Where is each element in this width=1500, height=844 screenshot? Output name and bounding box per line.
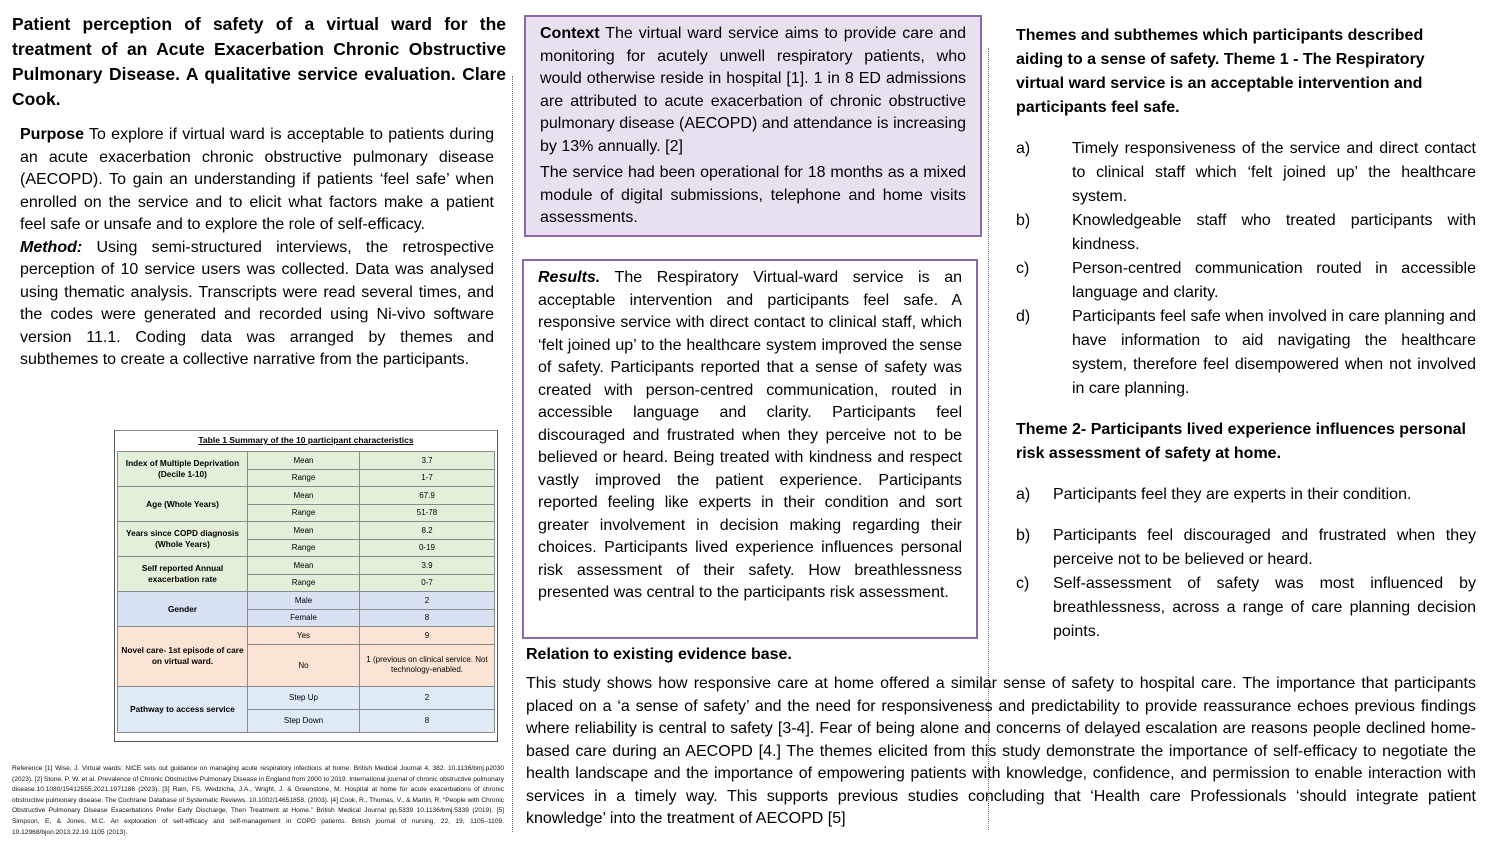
list-item	[1016, 572, 1476, 644]
themes-heading: Themes and subthemes which participants described aiding to a sense of safety. Theme 1 - The Respiratory virtual ward service is an acceptable intervention and participants feel safe.	[1016, 27, 1425, 116]
table-stat-label: No	[248, 644, 360, 686]
method-label: Method:	[20, 238, 83, 256]
table-row	[118, 592, 495, 610]
table-stat-label: Mean	[248, 522, 360, 540]
list-text: Participants feel they are experts in their condition.	[1053, 486, 1412, 503]
table-row	[118, 557, 495, 575]
results-box	[522, 259, 978, 639]
table-stat-label: Range	[248, 504, 360, 522]
participant-table	[114, 430, 498, 742]
table-row	[118, 522, 495, 540]
table-stat-label: Range	[248, 539, 360, 557]
table-stat-label: Female	[248, 609, 360, 627]
list-item	[1016, 257, 1476, 305]
table-stat-label: Mean	[248, 452, 360, 470]
table-stat-label: Yes	[248, 627, 360, 645]
table-row	[118, 487, 495, 505]
table-row	[118, 686, 495, 709]
table-group-label: Novel care- 1st episode of care on virtual ward.	[118, 627, 248, 687]
theme2-list	[1016, 483, 1476, 644]
list-letter: a)	[1016, 140, 1031, 157]
table-group-label: Gender	[118, 592, 248, 627]
table-group-label: Years since COPD diagnosis (Whole Years)	[118, 522, 248, 557]
column-divider	[512, 76, 513, 832]
table-stat-label: Mean	[248, 557, 360, 575]
relation-text: This study shows how responsive care at home offered a similar sense of safety to hospital care. The importance that participants placed on a ‘a sense of safety’ and the need for responsiveness and predictability to provide reassurance echoes previous findings where reliability is central to safety [3-4]. Fear of being alone and concerns of delayed escalation are reasons people declined home-based care during an AECOPD [4.] The themes elicited from this study demonstrate the importance of self-efficacy to negotiate the health landscape and the importance of empowering patients with knowledge, confidence, and permission to enable interaction with services in a timely way. This supports previous studies concluding that ‘Health care Professionals ‘should integrate patient knowledge’ into the treatment of AECOPD [5]	[526, 675, 1476, 827]
table-group-label: Pathway to access service	[118, 686, 248, 732]
list-text: Participants feel safe when involved in care planning and have information to aid navigating the healthcare system, therefore feel disempowered when not involved in care planning.	[1072, 308, 1476, 397]
list-text: Self-assessment of safety was most influenced by breathlessness, across a range of care planning decision points.	[1053, 575, 1476, 640]
poster-title: Patient perception of safety of a virtual ward for the treatment of an Acute Exacerbation Chronic Obstructive Pulmonary Disease. A qualitative service evaluation. Clare Cook.	[12, 14, 506, 109]
list-item	[1016, 483, 1476, 507]
characteristics-table	[117, 451, 495, 733]
context-text-2: The service had been operational for 18 months as a mixed module of digital submissions, telephone and home visits assessments.	[540, 164, 966, 226]
list-letter: b)	[1016, 527, 1031, 544]
list-text: Timely responsiveness of the service and direct contact to clinical staff which ‘felt joined up’ the healthcare system.	[1072, 140, 1476, 205]
context-box	[524, 15, 982, 237]
table-value: 2	[360, 592, 495, 610]
table-group-label: Index of Multiple Deprivation (Decile 1-10)	[118, 452, 248, 487]
results-text: The Respiratory Virtual-ward service is an acceptable intervention and participants feel safe. A responsive service with direct contact to clinical staff, which ‘felt joined up’ to the healthcare system improved the sense of safety. Participants reported that a sense of safety was created with person-centred communication, routed in accessible language and clarity. Participants feel discouraged and frustrated when they perceive not to be believed or heard. Being treated with kindness and respect vastly improved the patient experience. Participants reported feeling like experts in their condition and sort greater involvement in decision making regarding their choices. Participants lived experience influences personal risk assessment of their safety. How breathlessness presented was central to the participants risk assessment.	[538, 269, 962, 601]
theme1-list	[1016, 137, 1476, 401]
table-value: 0-7	[360, 574, 495, 592]
list-text: Knowledgeable staff who treated participants with kindness.	[1072, 212, 1476, 253]
results-label: Results.	[538, 269, 601, 286]
relation-heading: Relation to existing evidence base.	[526, 646, 792, 663]
table-stat-label: Step Up	[248, 686, 360, 709]
context-text: The virtual ward service aims to provide care and monitoring for acutely unwell respiratory patients, who would otherwise reside in hospital [1]. 1 in 8 ED admissions are attributed to acute exacerbation of chronic obstructive pulmonary disease (AECOPD) and attendance is increasing by 13% annually. [2]	[540, 25, 966, 155]
list-item	[1016, 524, 1476, 572]
table-value: 1 (previous on clinical service. Not technology-enabled.	[360, 644, 495, 686]
list-item	[1016, 305, 1476, 401]
list-text: Person-centred communication routed in accessible language and clarity.	[1072, 260, 1476, 301]
table-value: 67.9	[360, 487, 495, 505]
table-value: 8	[360, 609, 495, 627]
table-value: 2	[360, 686, 495, 709]
table-stat-label: Range	[248, 469, 360, 487]
list-letter: b)	[1016, 212, 1031, 229]
table-row	[118, 452, 495, 470]
table-value: 8.2	[360, 522, 495, 540]
theme2-heading: Theme 2- Participants lived experience influences personal risk assessment of safety at home.	[1016, 421, 1466, 462]
table-value: 1-7	[360, 469, 495, 487]
table-value: 3.9	[360, 557, 495, 575]
list-letter: c)	[1016, 575, 1030, 592]
table-value: 9	[360, 627, 495, 645]
table-value: 8	[360, 709, 495, 732]
context-label: Context	[540, 25, 600, 42]
method-text: Using semi-structured interviews, the retrospective perception of 10 service users was collected. Data was analysed using thematic analysis. Transcripts were read several times, and the codes were generated and recorded using Ni-vivo software version 11.1. Coding data was arranged by themes and subthemes to create a collective narrative from the participants.	[20, 238, 494, 368]
list-letter: c)	[1016, 260, 1030, 277]
list-item	[1016, 137, 1476, 209]
list-letter: a)	[1016, 486, 1031, 503]
table-group-label: Self reported Annual exacerbation rate	[118, 557, 248, 592]
table-value: 0-19	[360, 539, 495, 557]
table-group-label: Age (Whole Years)	[118, 487, 248, 522]
table-stat-label: Step Down	[248, 709, 360, 732]
table-stat-label: Range	[248, 574, 360, 592]
table-stat-label: Mean	[248, 487, 360, 505]
list-item	[1016, 209, 1476, 257]
table-stat-label: Male	[248, 592, 360, 610]
list-letter: d)	[1016, 308, 1031, 325]
table-value: 51-78	[360, 504, 495, 522]
table-value: 3.7	[360, 452, 495, 470]
references: Reference [1] Wise, J. Virtual wards: NICE sets out guidance on managing acute respiratory infections at home. British Medical Journal 4, 382. 10.1136/bmj.p2030 (2023). [2] Stone, P. W. et al. Prevalence of Chronic Obstructive Pulmonary Disease in England from 2000 to 2019. International journal of chronic obstructive pulmonary disease.10.1080/15412555.2021.1971186 (2023). [3] Ram, FS, Wedzicha, J.A., Wright, J. & Greenstone, M. Hospital at home for acute exacerbations of chronic obstructive pulmonary disease. The Cochrane Database of Systematic Reviews. 10.1002/14651858, (2003). [4] Cook, R., Thomas, V., & Martin, R. “People with Chronic Obstructive Pulmonary Disease Exacerbations Prefer Early Discharge, Then Treatment at Home.” British Medical Journal pp.5339 10.1136/bmj.5339 (2019). [5] Simpson, E, & Jones, M.C. An exploration of self-efficacy and self-management in COPD patients. British journal of nursing. 22, 19, 1105–1109. 10.12968/bjon.2013.22.19.1105 (2013).	[12, 765, 504, 836]
purpose-method-section	[20, 124, 494, 372]
purpose-text: To explore if virtual ward is acceptable to patients during an acute exacerbation chronic obstructive pulmonary disease (AECOPD). To gain an understanding if patients ‘feel safe’ when enrolled on the service and to elicit what factors make a patient feel safe or unsafe and to explore the role of self-efficacy.	[20, 126, 494, 233]
list-text: Participants feel discouraged and frustrated when they perceive not to be believed or heard.	[1053, 527, 1476, 568]
table-row	[118, 627, 495, 645]
purpose-label: Purpose	[20, 126, 85, 143]
table-caption: Table 1 Summary of the 10 participant characteristics	[198, 435, 414, 445]
